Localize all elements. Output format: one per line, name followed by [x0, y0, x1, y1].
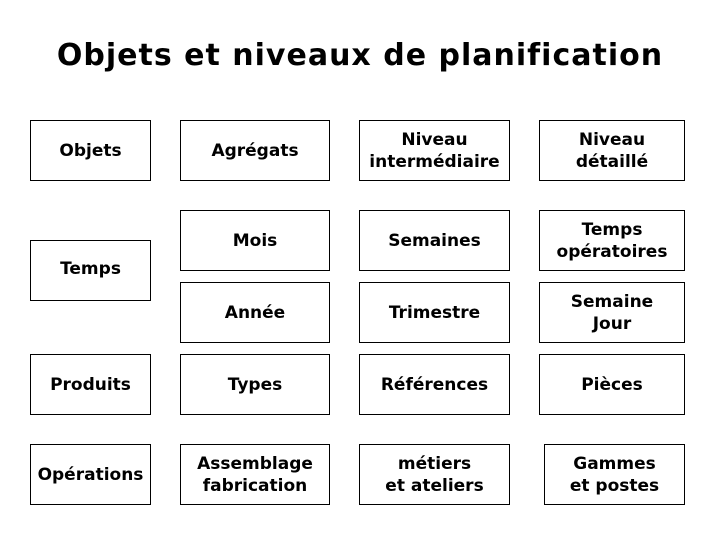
cell-niveau-intermediaire: Niveau intermédiaire [359, 120, 510, 181]
diagram-title: Objets et niveaux de planification [56, 38, 664, 73]
cell-semaine-jour: Semaine Jour [539, 282, 685, 343]
cell-metiers-ateliers: métiers et ateliers [359, 444, 510, 505]
cell-produits-label: Produits [30, 354, 151, 415]
cell-pieces: Pièces [539, 354, 685, 415]
cell-agregats: Agrégats [180, 120, 330, 181]
cell-mois: Mois [180, 210, 330, 271]
cell-annee: Année [180, 282, 330, 343]
cell-temps-label: Temps [30, 240, 151, 301]
cell-niveau-detaille: Niveau détaillé [539, 120, 685, 181]
cell-gammes-postes: Gammes et postes [544, 444, 685, 505]
cell-trimestre: Trimestre [359, 282, 510, 343]
cell-types: Types [180, 354, 330, 415]
cell-semaines: Semaines [359, 210, 510, 271]
cell-assemblage-fabrication: Assemblage fabrication [180, 444, 330, 505]
cell-objets-label: Objets [30, 120, 151, 181]
cell-temps-operatoires: Temps opératoires [539, 210, 685, 271]
cell-references: Références [359, 354, 510, 415]
cell-operations-label: Opérations [30, 444, 151, 505]
